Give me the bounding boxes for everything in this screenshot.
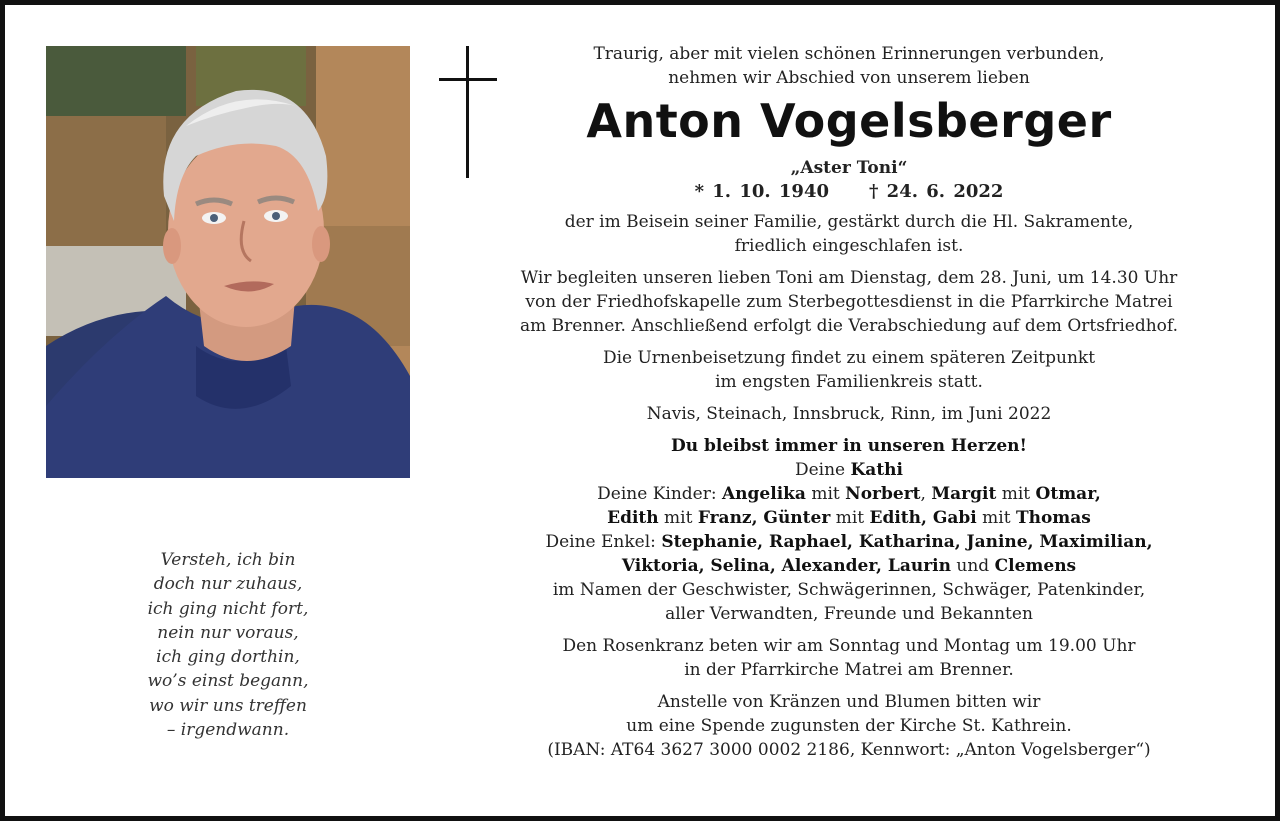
grandchildren-line-2: Viktoria, Selina, Alexander, Laurin und Clemens: [621, 556, 1077, 576]
passing-line-2: friedlich eingeschlafen ist.: [734, 236, 964, 256]
poem: [46, 548, 410, 742]
birth-date: * 1. 10. 1940: [694, 181, 829, 202]
relatives-line-2: aller Verwandten, Freunde und Bekannten: [665, 604, 1033, 624]
deceased-name: Anton Vogelsberger: [586, 94, 1112, 148]
nickname: „Aster Toni“: [790, 158, 908, 178]
poem-line: wo’s einst begann,: [147, 671, 309, 692]
poem-line: ich ging dorthin,: [156, 647, 300, 668]
poem-line: – irgendwann.: [166, 720, 290, 741]
children-line-1: Deine Kinder: Angelika mit Norbert, Margit mit Otmar,: [597, 484, 1101, 504]
death-date: † 24. 6. 2022: [869, 181, 1004, 202]
funeral-line-2: von der Friedhofskapelle zum Sterbegottesdienst in die Pfarrkirche Matrei: [525, 292, 1173, 312]
relatives-line-1: im Namen der Geschwister, Schwägerinnen, Schwäger, Patenkinder,: [552, 580, 1146, 600]
poem-line: wo wir uns treffen: [149, 695, 307, 716]
rosary-line-2: in der Pfarrkirche Matrei am Brenner.: [684, 660, 1014, 680]
poem-line: nein nur voraus,: [157, 622, 299, 643]
passing-line-1: der im Beisein seiner Familie, gestärkt durch die Hl. Sakramente,: [564, 212, 1134, 232]
portrait-photo: [46, 46, 410, 478]
grandchildren-line-1: Deine Enkel: Stephanie, Raphael, Katharina, Janine, Maximilian,: [545, 532, 1153, 552]
obituary-text: [473, 42, 1225, 762]
rosary-line-1: Den Rosenkranz beten wir am Sonntag und Montag um 19.00 Uhr: [562, 636, 1136, 656]
wife-line: Deine Kathi: [794, 460, 903, 480]
intro-line-2: nehmen wir Abschied von unserem lieben: [668, 68, 1030, 88]
poem-line: ich ging nicht fort,: [147, 598, 309, 619]
motto: Du bleibst immer in unseren Herzen!: [670, 436, 1027, 456]
urn-line-2: im engsten Familienkreis statt.: [715, 372, 983, 392]
intro-line-1: Traurig, aber mit vielen schönen Erinnerungen verbunden,: [593, 44, 1105, 64]
life-dates: [473, 180, 1225, 204]
donation-line-3: (IBAN: AT64 3627 3000 0002 2186, Kennwort: „Anton Vogelsberger“): [547, 740, 1151, 760]
children-line-2: Edith mit Franz, Günter mit Edith, Gabi mit Thomas: [607, 508, 1091, 528]
donation-line-2: um eine Spende zugunsten der Kirche St. Kathrein.: [626, 716, 1072, 736]
poem-line: doch nur zuhaus,: [153, 574, 303, 595]
donation-line-1: Anstelle von Kränzen und Blumen bitten wir: [657, 692, 1041, 712]
urn-line-1: Die Urnenbeisetzung findet zu einem späteren Zeitpunkt: [602, 348, 1096, 368]
funeral-line-3: am Brenner. Anschließend erfolgt die Verabschiedung auf dem Ortsfriedhof.: [519, 316, 1179, 336]
poem-line: Versteh, ich bin: [160, 550, 296, 570]
places-date: Navis, Steinach, Innsbruck, Rinn, im Juni 2022: [646, 404, 1052, 424]
funeral-line-1: Wir begleiten unseren lieben Toni am Dienstag, dem 28. Juni, um 14.30 Uhr: [520, 268, 1178, 288]
